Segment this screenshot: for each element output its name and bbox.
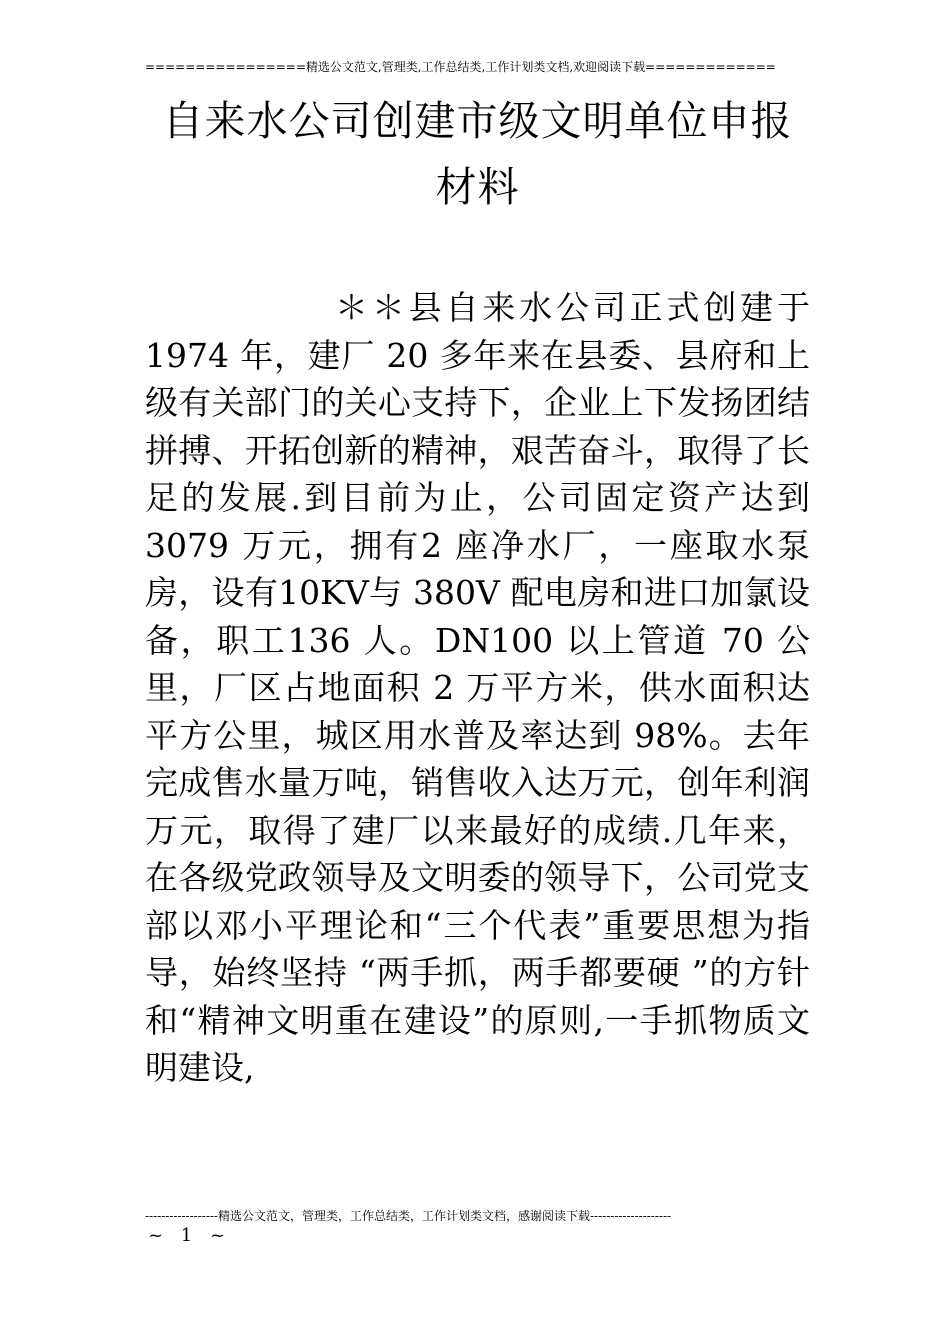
header-banner: ================精选公文范文,管理类,工作总结类,工作计划类文档,欢迎阅读下载============= (145, 60, 776, 74)
page-number: ~ 1 ~ (148, 1225, 232, 1246)
title-line-1: 自来水公司创建市级文明单位申报 (162, 97, 793, 145)
title-line-2: 材料 (435, 163, 520, 211)
body-paragraph: ＊＊县自来水公司正式创建于 1974 年，建厂 20 多年来在县委、县府和上级有关部门的关心支持下，企业上下发扬团结拼搏、开拓创新的精神，艰苦奋斗，取得了长足的发展.到目前为止，公司固定资产达到3079 万元，拥有2 座净水厂，一座取水泵房，设有10KV与 380V 配电房和进口加氯设备，职工136 人。DN100 以上管道 70 公里，厂区占地面积 2 万平方米，供水面积达平方公里，城区用水普及率达到 98%。去年完成售水量万吨，销售收入达万元，创年利润万元，取得了建厂以来最好的成绩.几年来，在各级党政领导及文明委的领导下，公司党支部以邓小平理论和“三个代表”重要思想为指导，始终坚持 “两手抓，两手都要硬 ”的方针和“精神文明重在建设”的原则,一手抓物质文明建设, (145, 288, 810, 1087)
footer-banner: ------------------精选公文范文，管理类，工作总结类，工作计划类文档，感谢阅读下载-------------------- (145, 1209, 672, 1223)
document-title (145, 88, 810, 220)
